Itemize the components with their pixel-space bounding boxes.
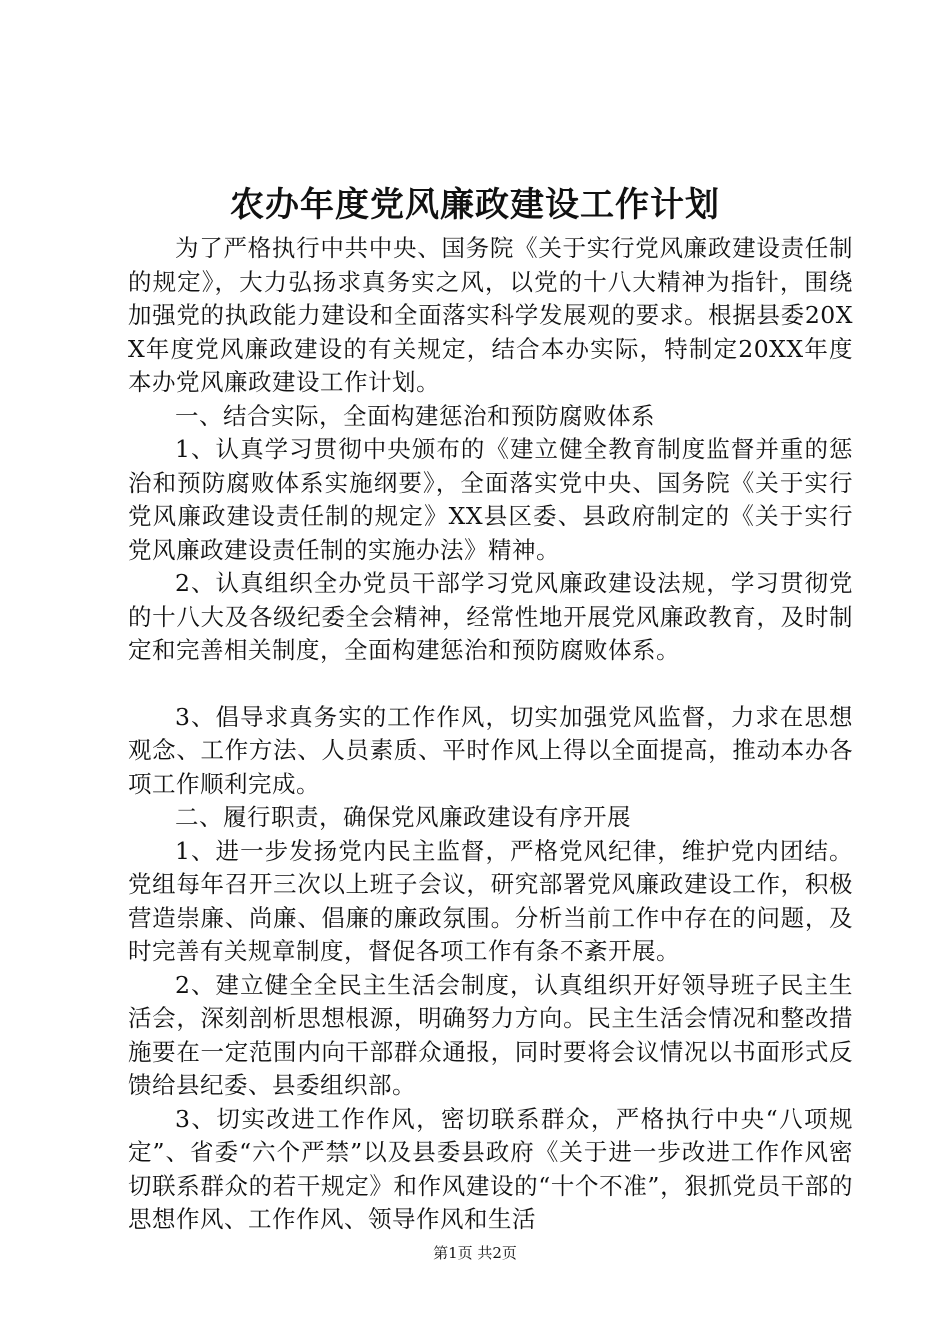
section-2-item-1: 1、进一步发扬党内民主监督，严格党风纪律，维护党内团结。党组每年召开三次以上班子会议，研究部署党风廉政建设工作，积极营造崇廉、尚廉、倡廉的廉政氛围。分析当前工作中存在的问题，及时完善有关规章制度，督促各项工作有条不紊开展。 (128, 836, 853, 965)
page-footer: 第1页 共2页 (433, 1244, 517, 1262)
section-heading-2: 二、履行职责，确保党风廉政建设有序开展 (175, 803, 631, 831)
section-heading-1: 一、结合实际，全面构建惩治和预防腐败体系 (175, 401, 655, 430)
document-body (128, 232, 853, 1237)
section-1-item-2: 2、认真组织全办党员干部学习党风廉政建设法规，学习贯彻党的十八大及各级纪委全会精神，经常性地开展党风廉政教育，及时制定和完善相关制度，全面构建惩治和预防腐败体系。 (128, 569, 853, 664)
intro-paragraph: 为了严格执行中共中央、国务院《关于实行党风廉政建设责任制的规定》，大力弘扬求真务实之风，以党的十八大精神为指针，围绕加强党的执政能力建设和全面落实科学发展观的要求。根据县委20XX年度党风廉政建设的有关规定，结合本办实际，特制定20XX年度本办党风廉政建设工作计划。 (128, 234, 853, 396)
section-2-item-2: 2、建立健全全民主生活会制度，认真组织开好领导班子民主生活会，深刻剖析思想根源，明确努力方向。民主生活会情况和整改措施要在一定范围内向干部群众通报，同时要将会议情况以书面形式反馈给县纪委、县委组织部。 (128, 970, 853, 1099)
document-title: 农办年度党风廉政建设工作计划 (230, 185, 720, 225)
section-1-item-1: 1、认真学习贯彻中央颁布的《建立健全教育制度监督并重的惩治和预防腐败体系实施纲要》，全面落实党中央、国务院《关于实行党风廉政建设责任制的规定》XX县区委、县政府制定的《关于实行党风廉政建设责任制的实施办法》精神。 (128, 435, 853, 564)
section-1-item-3: 3、倡导求真务实的工作作风，切实加强党风监督，力求在思想观念、工作方法、人员素质、平时作风上得以全面提高，推动本办各项工作顺利完成。 (128, 702, 853, 798)
section-2-item-3: 3、切实改进工作作风，密切联系群众，严格执行中央“八项规定”、省委“六个严禁”以及县委县政府《关于进一步改进工作作风密切联系群众的若干规定》和作风建设的“十个不准”，狠抓党员干部的思想作风、工作作风、领导作风和生活 (128, 1104, 853, 1233)
